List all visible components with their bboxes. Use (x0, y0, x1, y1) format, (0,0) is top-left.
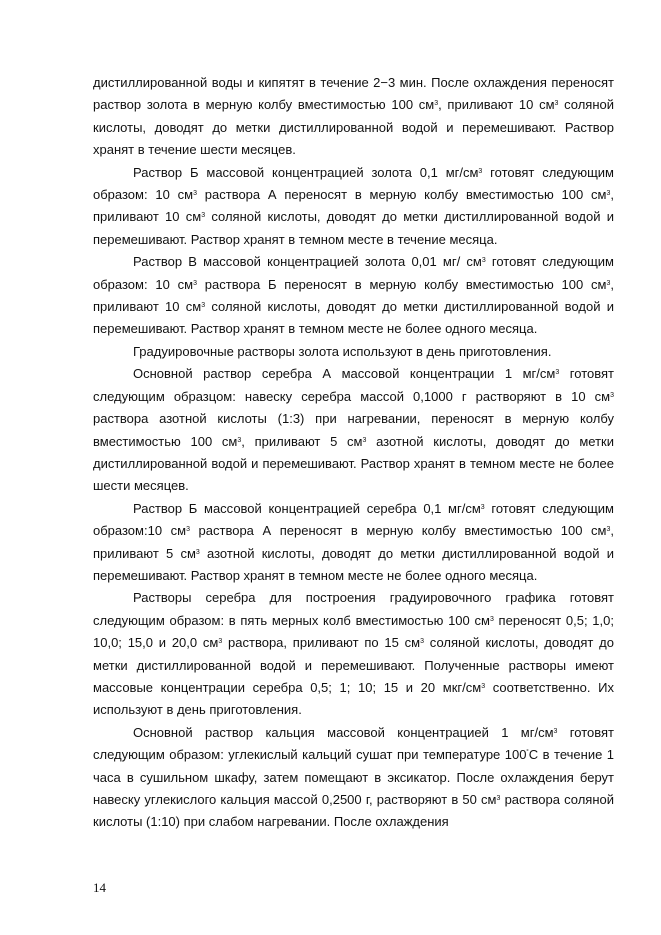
superscript: 3 (496, 795, 501, 803)
text-run: раствора, приливают по 15 см (222, 635, 421, 651)
superscript: 3 (193, 190, 197, 198)
text-run: , приливают 5 см (93, 523, 614, 561)
superscript: 3 (201, 302, 206, 310)
text-run: готовят следующим образом: 10 см (93, 164, 614, 203)
superscript: 3 (420, 638, 425, 646)
text-run: соляной кислоты, доводят до метки дистиллированной водой и перемешивают. Полученные растворы имеют массовые концентрации серебра 0,5; 1; 10; 15 и 20 мкг/см (93, 635, 614, 695)
text-run: раствора Б переносят в мерную колбу вместимостью 100 см (197, 276, 607, 292)
superscript: 3 (195, 548, 200, 556)
text-run: , приливают 10 см (438, 97, 555, 113)
text-run: готовят следующим образом:10 см (93, 500, 614, 539)
page-number: 14 (93, 880, 106, 895)
text-run: С в течение 1 часа в сушильном шкафу, затем помещают в эксикатор. После охлаждения берут навеску углекислого кальция массой 0,2500 г, растворяют в 50 см (93, 747, 615, 807)
superscript: 3 (201, 212, 206, 220)
text-run: раствора А переносят в мерную колбу вместимостью 100 см (196, 187, 607, 203)
text-run: соляной кислоты, доводят до метки дистиллированной водой и перемешивают. Раствор хранят в темном месте не более одного месяца. (93, 299, 614, 337)
text-run: соляной кислоты, доводят до метки дистиллированной водой и перемешивают. Раствор хранят в темном месте в течение месяца. (93, 209, 614, 247)
text-run: Раствор Б массовой концентрацией серебра 0,1 мг/см (133, 500, 481, 516)
superscript: 3 (362, 436, 367, 444)
superscript: 3 (481, 257, 486, 265)
superscript: 3 (481, 683, 486, 691)
superscript: 3 (606, 279, 611, 287)
text-run: , приливают 10 см (93, 187, 614, 225)
text-run: Основной раствор кальция массовой концентрацией 1 мг/см (133, 724, 554, 740)
paragraph (93, 72, 614, 162)
superscript: 3 (554, 100, 559, 108)
text-run: раствора азотной кислоты (1:3) при нагревании, переносят в мерную колбу вместимостью 100 см (93, 411, 614, 449)
superscript: 3 (186, 526, 190, 534)
text-run: готовят следующим образом: 10 см (93, 254, 614, 292)
paragraph (93, 363, 614, 497)
superscript: 3 (489, 615, 494, 623)
text-run: соответственно. Их используют в день приготовления. (93, 679, 615, 718)
body-text (93, 72, 614, 834)
text-run: готовят следующим образом: углекислый кальций сушат при температуре 100 (93, 724, 614, 763)
text-run: готовят следующим образцом: навеску серебра массой 0,1000 г растворяют в 10 см (93, 366, 614, 404)
text-run: Раствор В массовой концентрацией золота 0,01 мг/ см (133, 254, 482, 270)
superscript: 3 (193, 279, 197, 287)
paragraph (93, 587, 614, 721)
text-run: соляной кислоты, доводят до метки дистиллированной водой и перемешивают. Раствор хранят в течение шести месяцев. (93, 97, 615, 158)
superscript: 3 (606, 526, 611, 534)
paragraph (93, 162, 614, 252)
paragraph (93, 498, 614, 588)
paragraph (93, 251, 614, 341)
text-run: азотной кислоты, доводят до метки дистиллированной водой и перемешивают. Раствор хранят в темном месте не более одного месяца. (93, 545, 614, 583)
superscript: 3 (553, 727, 558, 735)
superscript: 3 (218, 638, 223, 646)
superscript: 3 (434, 100, 439, 108)
text-run: Основной раствор серебра А массовой концентрации 1 мг/см (133, 366, 556, 382)
text-run: , приливают 10 см (93, 276, 614, 315)
text-run: Градуировочные растворы золота используют в день приготовления. (133, 343, 552, 359)
superscript: 3 (610, 391, 614, 399)
text-run: переносят 0,5; 1,0; 10,0; 15,0 и 20,0 см (93, 612, 614, 651)
paragraph (93, 722, 614, 834)
superscript: 3 (555, 369, 560, 377)
text-run: Раствор Б массовой концентрацией золота 0,1 мг/см (133, 164, 479, 180)
superscript: 3 (237, 436, 242, 444)
text-run: дистиллированной воды и кипятят в течение 2−3 мин. После охлаждения переносят раствор золота в мерную колбу вместимостью 100 см (93, 75, 614, 113)
text-run: раствора соляной кислоты (1:10) при слабом нагревании. После охлаждения (93, 792, 614, 830)
superscript: 3 (606, 190, 611, 198)
text-run: , приливают 5 см (241, 433, 363, 449)
superscript: 3 (478, 167, 483, 175)
text-run: раствора А переносят в мерную колбу вместимостью 100 см (189, 523, 607, 539)
superscript: 3 (480, 503, 485, 511)
paragraph (93, 341, 614, 363)
text-run: Растворы серебра для построения градуировочного графика готовят следующим образом: в пять мерных колб вместимостью 100 см (93, 590, 614, 628)
superscript: ˚ (526, 750, 529, 758)
text-run: азотной кислоты, доводят до метки дистиллированной водой и перемешивают. Раствор хранят в темном месте не более шести месяцев. (93, 433, 614, 494)
